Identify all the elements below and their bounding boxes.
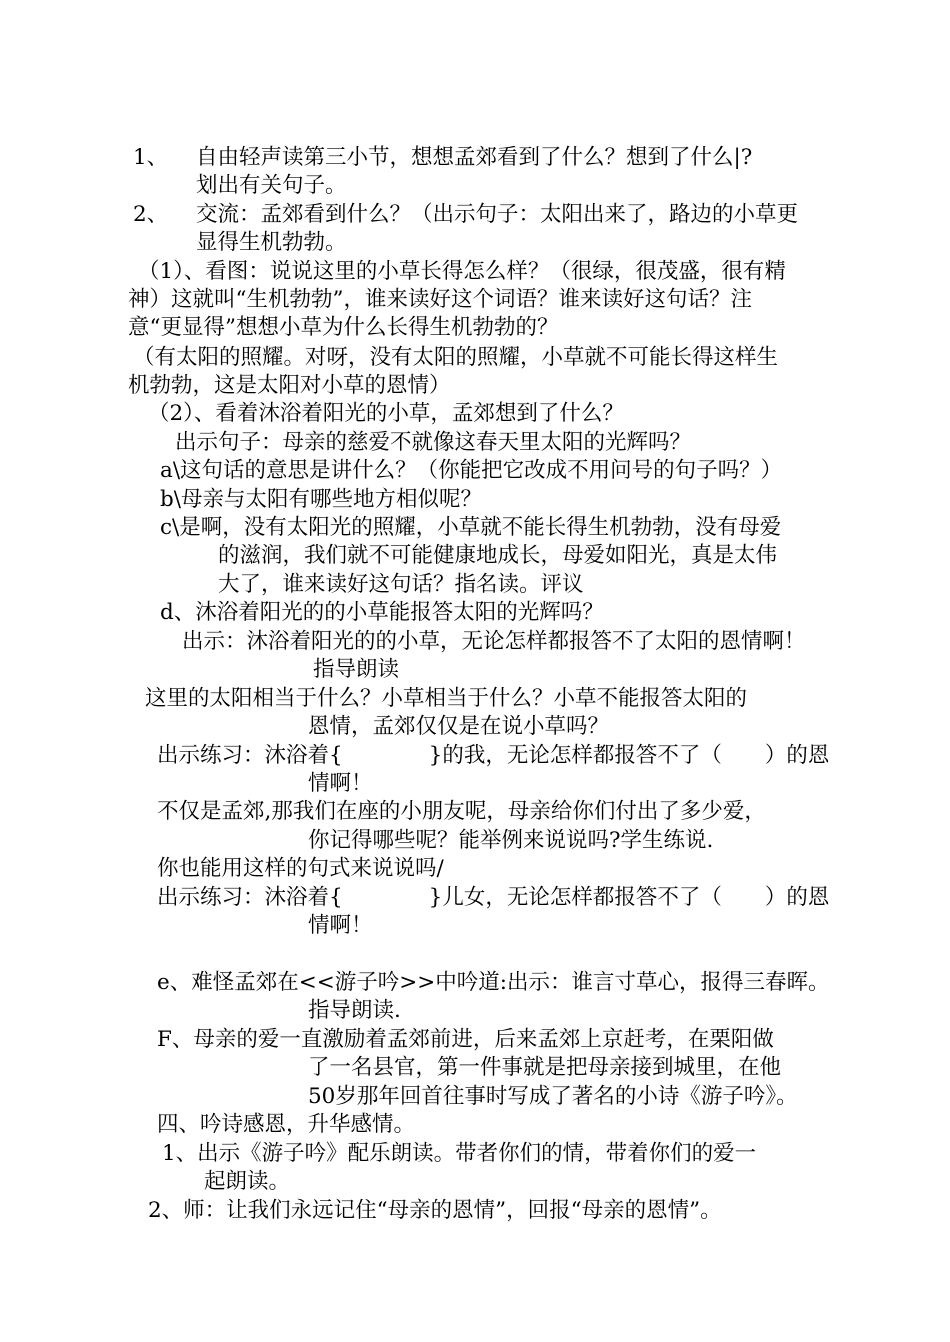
text-line: c\是啊，没有太阳光的照耀，小草就不能长得生机勃勃，没有母爱 xyxy=(160,515,782,540)
text-line: 情啊！ xyxy=(308,913,373,938)
text-line: 的滋润，我们就不可能健康地成长，母爱如阳光，真是太伟 xyxy=(218,543,778,568)
text-line: 出示练习：沐浴着{ }儿女，无论怎样都报答不了（ ）的恩 xyxy=(157,885,830,910)
text-line: a\这句话的意思是讲什么？（你能把它改成不用问号的句子吗？） xyxy=(160,458,783,483)
text-line: 出示句子：母亲的慈爱不就像这春天里太阳的光辉吗？ xyxy=(175,430,692,455)
text-line: 意“更显得”想想小草为什么长得生机勃勃的？ xyxy=(128,315,559,340)
text-line: 50岁那年回首往事时写成了著名的小诗《游子吟》。 xyxy=(308,1084,798,1109)
text-line: 交流：孟郊看到什么？（出示句子：太阳出来了，路边的小草更 xyxy=(196,202,799,227)
text-line: 出示练习：沐浴着{ }的我，无论怎样都报答不了（ ）的恩 xyxy=(157,743,830,768)
text-line: （有太阳的照耀。对呀，没有太阳的照耀，小草就不可能长得这样生 xyxy=(133,345,779,370)
text-line: （2）、看着沐浴着阳光的小草，孟郊想到了什么？ xyxy=(148,401,624,426)
text-line: 指导朗读 xyxy=(313,657,400,682)
text-line: 了一名县官，第一件事就是把母亲接到城里，在他 xyxy=(308,1055,782,1080)
text-line: 显得生机勃勃。 xyxy=(196,230,347,255)
text-line: 机勃勃，这是太阳对小草的恩情） xyxy=(128,373,451,398)
text-line: 指导朗读. xyxy=(308,998,401,1023)
text-line: 起朗读。 xyxy=(204,1169,291,1194)
section-heading: 四、吟诗感恩，升华感情。 xyxy=(157,1112,416,1137)
list-number: 2、 xyxy=(133,202,169,227)
text-line: 你记得哪些呢？能举例来说说吗?学生练说. xyxy=(308,828,714,853)
text-line: 出示：沐浴着阳光的的小草，无论怎样都报答不了太阳的恩情啊！ xyxy=(182,629,806,654)
text-line: 1、出示《游子吟》配乐朗读。带者你们的情，带着你们的爱一 xyxy=(162,1141,757,1166)
text-line: 自由轻声读第三小节，想想孟郊看到了什么？想到了什么|? xyxy=(196,145,753,170)
text-line: 这里的太阳相当于什么？小草相当于什么？小草不能报答太阳的 xyxy=(145,686,748,711)
text-line: （1）、看图：说说这里的小草长得怎么样？（很绿，很茂盛，很有精 xyxy=(138,259,786,284)
text-line: 大了，谁来读好这句话？指名读。评议 xyxy=(218,572,584,597)
list-number: 1、 xyxy=(133,145,169,170)
text-line: 神）这就叫“生机勃勃”，谁来读好这个词语？谁来读好这句话？注 xyxy=(128,287,752,312)
text-line: 恩情，孟郊仅仅是在说小草吗？ xyxy=(308,714,610,739)
text-line: 2、师：让我们永远记住“母亲的恩情”，回报“母亲的恩情”。 xyxy=(148,1198,722,1223)
text-line: 你也能用这样的句式来说说吗/ xyxy=(157,856,444,881)
text-line: F、母亲的爱一直激励着孟郊前进，后来孟郊上京赶考，在栗阳做 xyxy=(157,1027,774,1052)
text-line: 不仅是孟郊,那我们在座的小朋友呢，母亲给你们付出了多少爱， xyxy=(157,799,766,824)
text-line: 情啊！ xyxy=(308,771,373,796)
text-line: 划出有关句子。 xyxy=(196,173,347,198)
text-line: b\母亲与太阳有哪些地方相似呢？ xyxy=(160,487,483,512)
text-line: e、难怪孟郊在<<游子吟>>中吟道:出示：谁言寸草心，报得三春晖。 xyxy=(157,970,830,995)
text-line: d、沐浴着阳光的的小草能报答太阳的光辉吗？ xyxy=(160,600,604,625)
